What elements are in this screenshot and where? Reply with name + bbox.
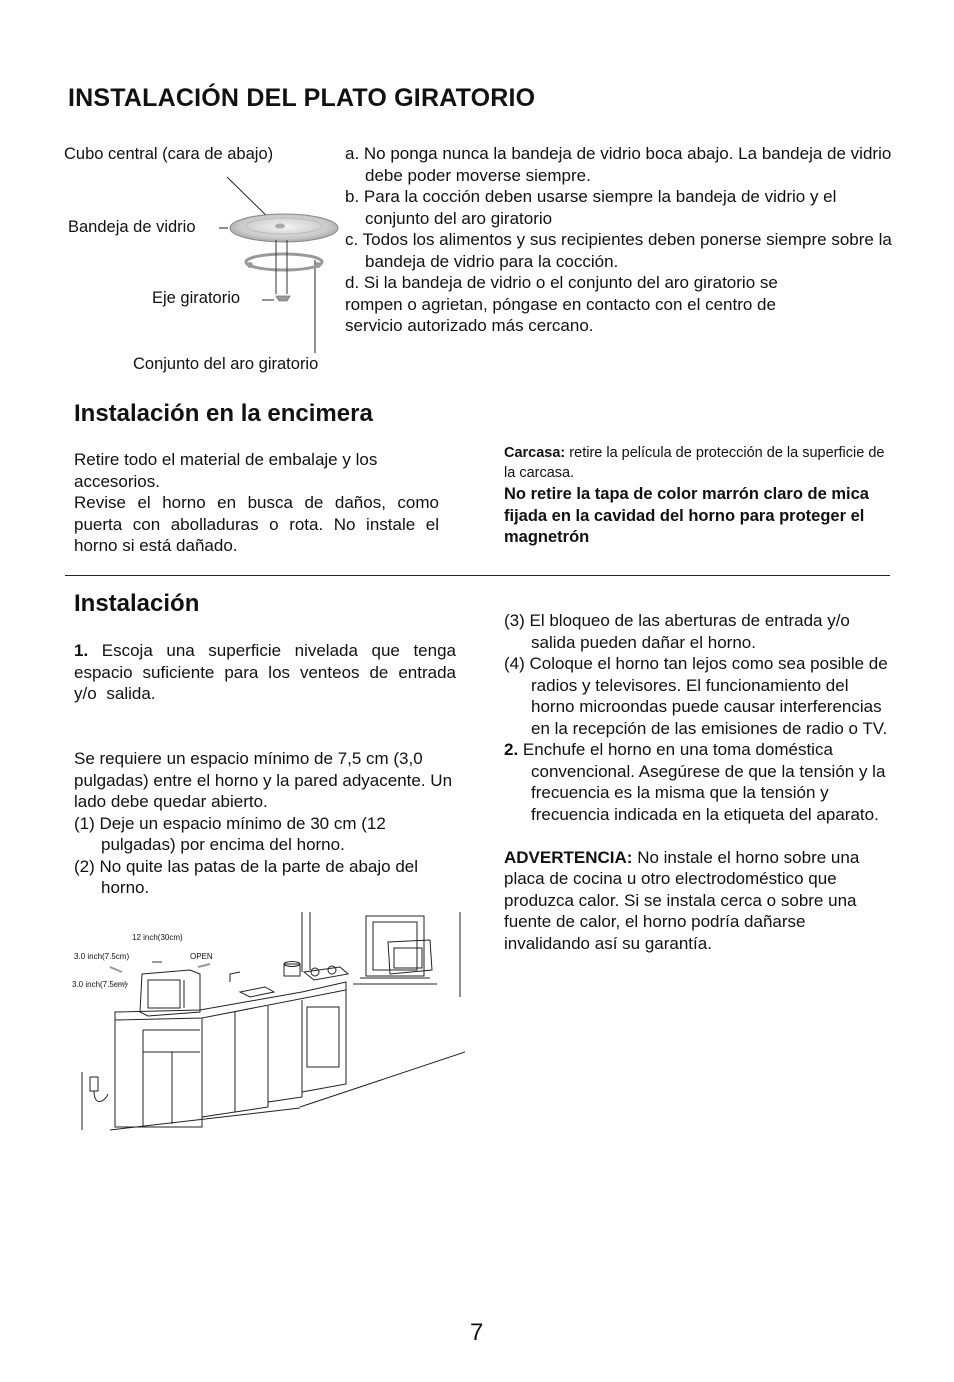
clearance-block (74, 748, 454, 899)
step-2-number: 2. (504, 740, 519, 759)
note-c: c. Todos los alimentos y sus recipientes deben ponerse siempre sobre la bandeja de vidrio para la cocción. (345, 230, 892, 271)
countertop-left (74, 449, 439, 557)
countertop-p2: Revise el horno en busca de daños, como puerta con abolladuras o rota. No instale el horno si está dañado. (74, 493, 439, 555)
step-1 (74, 640, 456, 705)
label-top-clearance: 12 inch(30cm) (132, 933, 183, 942)
carcasa-label: Carcasa: (504, 445, 566, 461)
step-2 (504, 739, 894, 825)
step-1-text: Escoja una superficie nivelada que tenga espacio suficiente para los venteos de entrada y/o salida. (74, 641, 456, 703)
advertencia (504, 847, 879, 955)
label-open: OPEN (190, 952, 213, 961)
clearance-text: Se requiere un espacio mínimo de 7,5 cm (3,0 pulgadas) entre el horno y la pared adyacente. Un lado debe quedar abierto. (74, 749, 453, 811)
label-glass-tray: Bandeja de vidrio (68, 218, 196, 236)
label-hub: Cubo central (cara de abajo) (64, 145, 274, 163)
countertop-right (504, 443, 889, 549)
label-side-clearance-2: 3.0 inch(7.5cm) (72, 980, 128, 989)
installation-right (504, 610, 894, 954)
step-1-number: 1. (74, 641, 89, 660)
installation-heading: Instalación (74, 590, 200, 617)
kitchen-illustration (70, 912, 465, 1132)
note-d: d. Si la bandeja de vidrio o el conjunto del aro giratorio se rompen o agrietan, póngase en contacto con el centro de servicio autorizado más cercano. (345, 273, 778, 335)
advertencia-text: No instale el horno sobre una placa de cocina u otro electrodoméstico que produzca calor. Si se instala cerca o sobre una fuente de calor, el horno podría dañarse invalidando así su garantía. (504, 847, 860, 953)
page-title: INSTALACIÓN DEL PLATO GIRATORIO (68, 84, 536, 112)
mica-warning: No retire la tapa de color marrón claro de mica fijada en la cavidad del horno para proteger el magnetrón (504, 485, 869, 546)
advertencia-label: ADVERTENCIA: (504, 847, 633, 867)
page-number: 7 (470, 1319, 484, 1346)
label-side-clearance-1: 3.0 inch(7.5cm) (74, 952, 130, 961)
section-divider (65, 575, 890, 576)
note-a: a. No ponga nunca la bandeja de vidrio boca abajo. La bandeja de vidrio debe poder moverse siempre. (345, 144, 892, 185)
label-ring: Conjunto del aro giratorio (133, 355, 319, 373)
item-2: (2) No quite las patas de la parte de abajo del horno. (74, 856, 419, 897)
note-b: b. Para la cocción deben usarse siempre la bandeja de vidrio y el conjunto del aro giratorio (345, 187, 837, 228)
label-shaft: Eje giratorio (152, 289, 241, 307)
kitchen-diagram (70, 912, 465, 1132)
countertop-p1: Retire todo el material de embalaje y los accesorios. (74, 450, 378, 491)
turntable-notes (345, 143, 897, 337)
item-3: (3) El bloqueo de las aberturas de entrada y/o salida pueden dañar el horno. (504, 611, 850, 652)
item-1: (1) Deje un espacio mínimo de 30 cm (12 pulgadas) por encima del horno. (74, 813, 386, 854)
carcasa-text: retire la película de protección de la superficie de la carcasa. (504, 445, 885, 481)
item-4: (4) Coloque el horno tan lejos como sea posible de radios y televisores. El funcionamiento del horno microondas puede causar interferencias en la recepción de las emisiones de radio o TV. (504, 654, 888, 738)
countertop-heading: Instalación en la encimera (74, 400, 373, 427)
step-2-text: Enchufe el horno en una toma doméstica convencional. Asegúrese de que la tensión y la frecuencia es la misma que la tensión y frecuencia indicada en la etiqueta del aparato. (522, 740, 886, 824)
turntable-illustration (210, 170, 350, 360)
